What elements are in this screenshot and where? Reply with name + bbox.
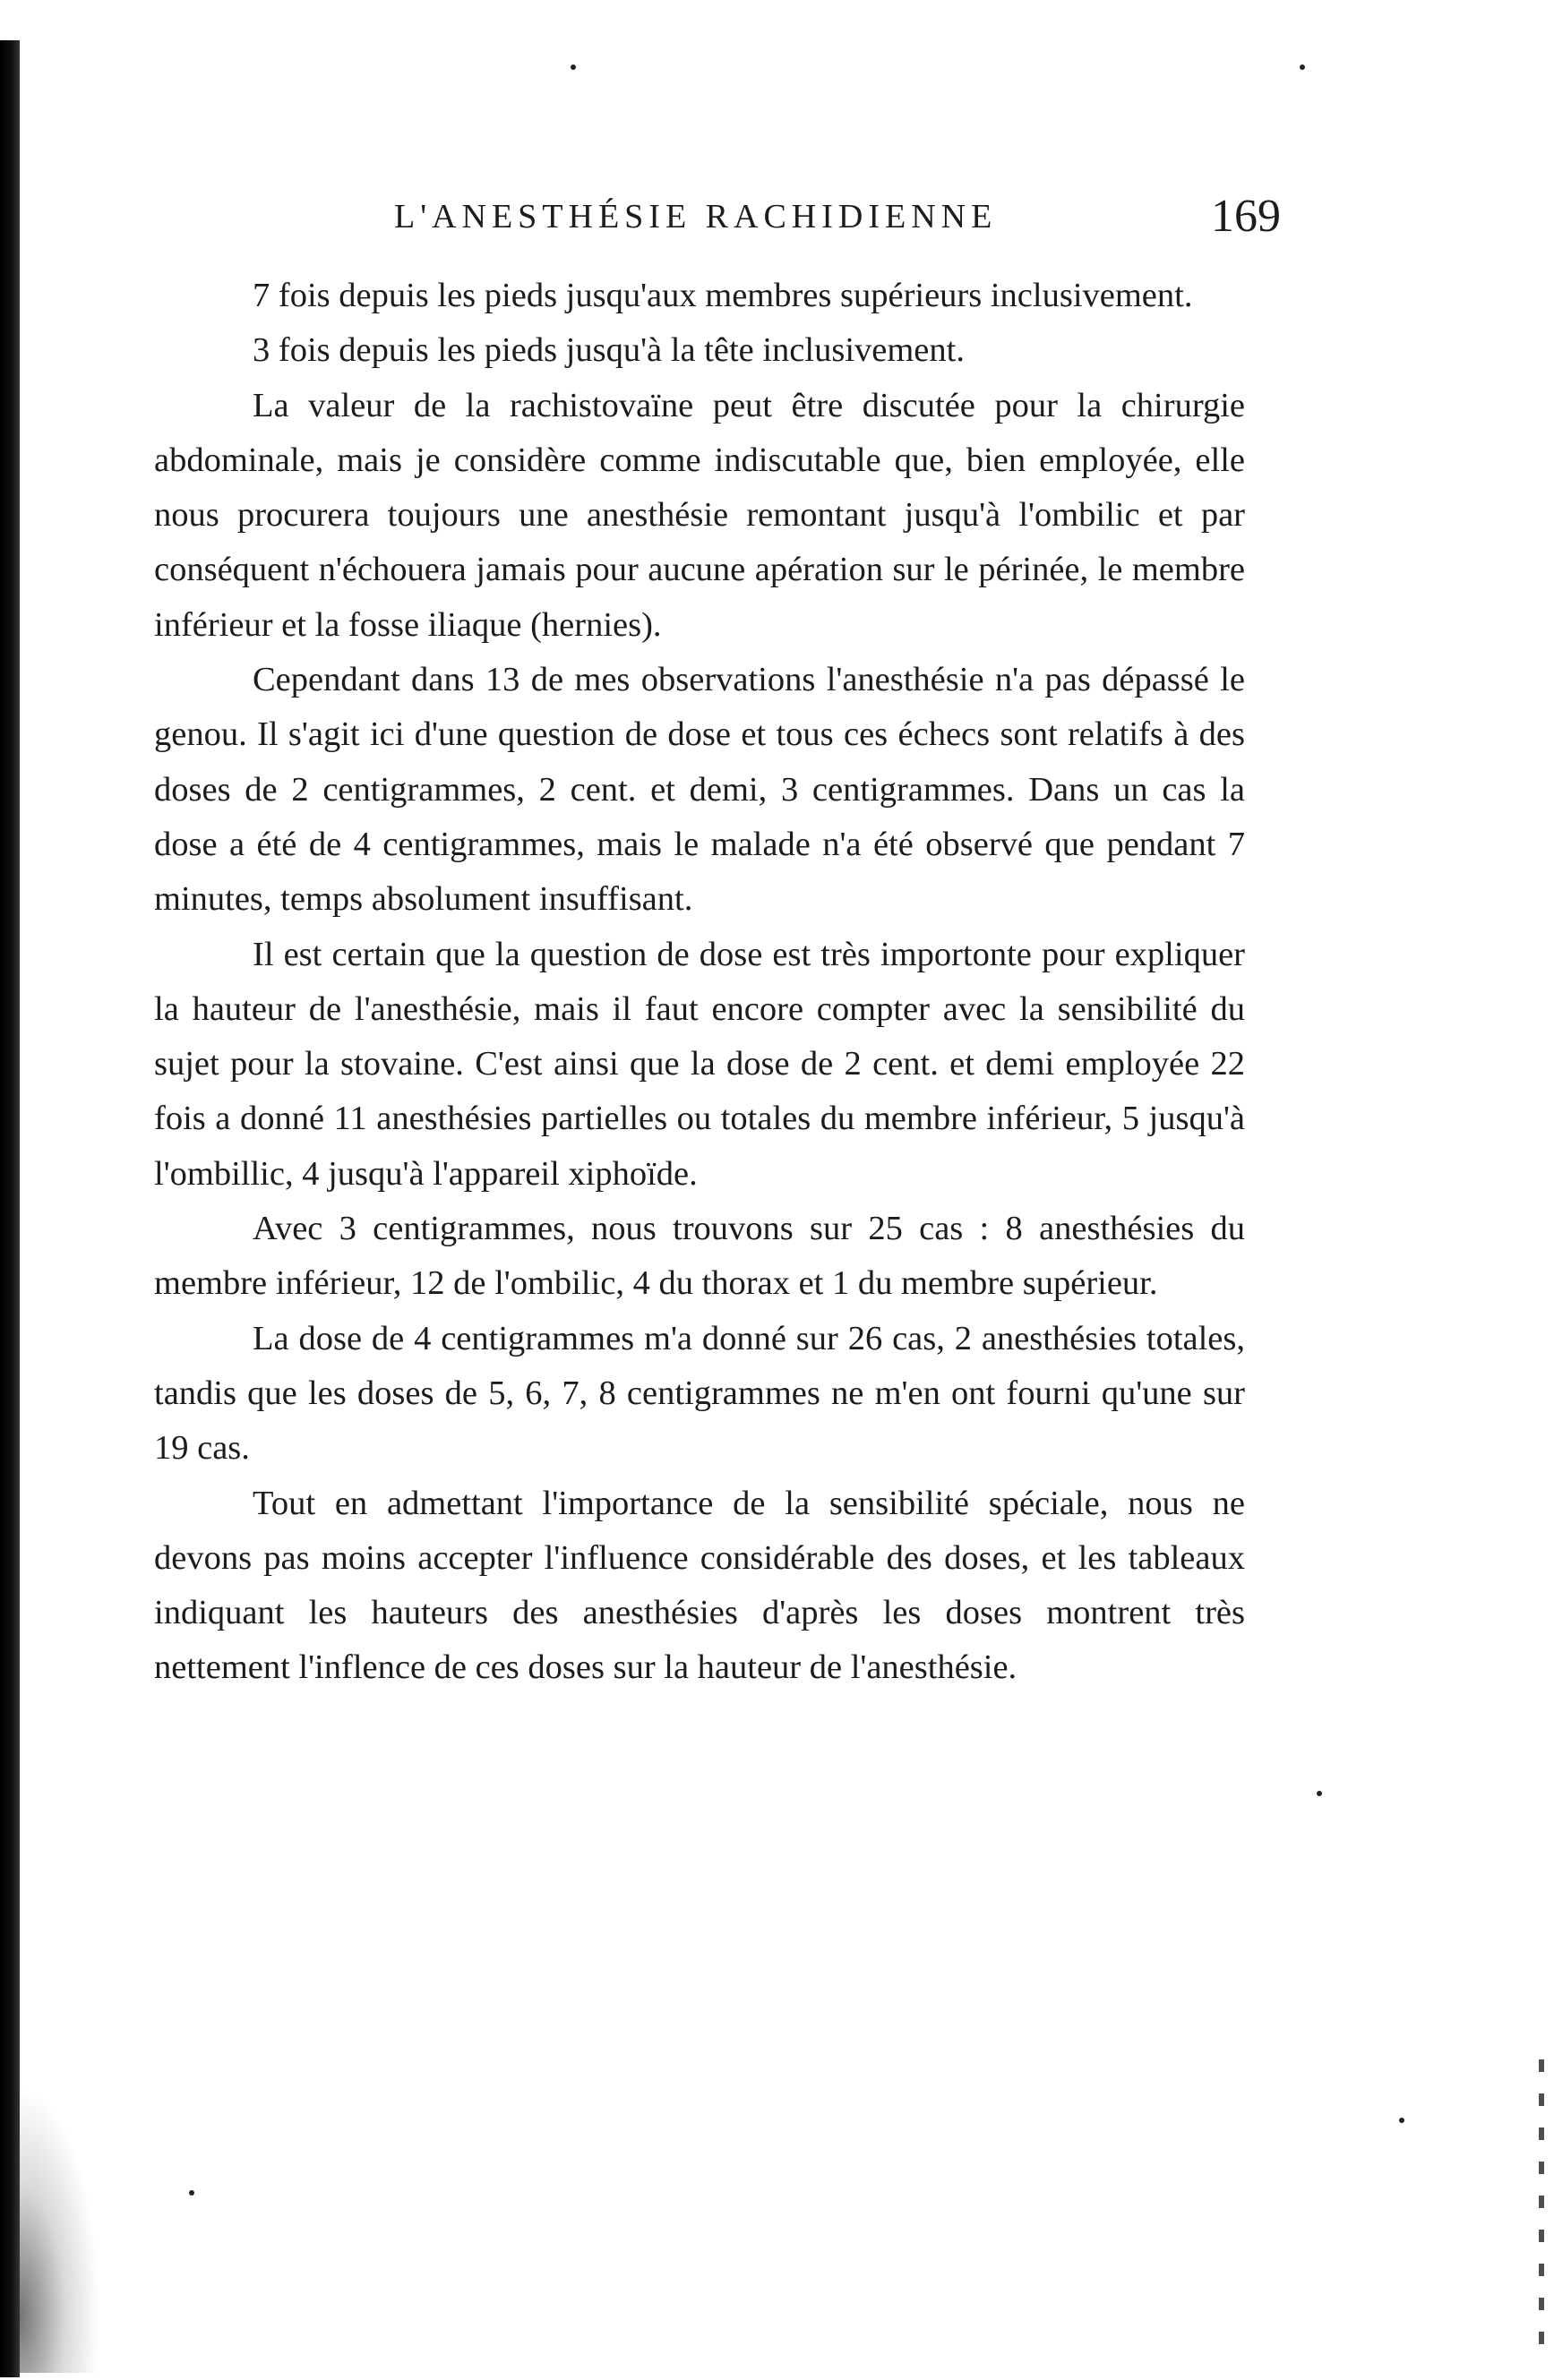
scan-speck	[189, 2190, 194, 2196]
page-number: 169	[1211, 191, 1281, 242]
paragraph: Il est certain que la question de dose est très importonte pour expliquer la hauteur de l'anesthésie, mais il faut encore compter avec la sensibilité du sujet pour la stovaine. C'est ainsi que la dose de 2 cent. et demi employée 22 fois a donné 11 anesthésies partielles ou totales du membre inférieur, 5 jusqu'à l'ombillic, 4 jusqu'à l'appareil xiphoïde.	[154, 935, 1245, 1193]
paragraph: Tout en admettant l'importance de la sensibilité spéciale, nous ne devons pas moins accepter l'influence considérable des doses, et les tableaux indiquant les hauteurs des anesthésies d'après les doses montrent très nettement l'inflence de ces doses sur la hauteur de l'anesthésie.	[154, 1484, 1245, 1687]
running-head: L'ANESTHÉSIE RACHIDIENNE	[394, 198, 998, 235]
page-header	[152, 190, 1281, 244]
scan-left-edge	[0, 40, 20, 2377]
scan-speck	[1399, 2118, 1404, 2123]
paragraph: Cependant dans 13 de mes observations l'anesthésie n'a pas dépassé le genou. Il s'agit ici d'une question de dose et tous ces échecs sont relatifs à des doses de 2 centigrammes, 2 cent. et demi, 3 centigrammes. Dans un cas la dose a été de 4 centigrammes, mais le malade n'a été observé que pendant 7 minutes, temps absolument insuffisant.	[154, 661, 1245, 919]
text-body	[154, 269, 1245, 1696]
scan-speck	[1300, 64, 1305, 70]
scan-right-marks	[1539, 2059, 1544, 2346]
scan-speck	[571, 64, 576, 70]
paragraph: La dose de 4 centigrammes m'a donné sur 26 cas, 2 anesthésies totales, tandis que les doses de 5, 6, 7, 8 centigrammes ne m'en ont fourni qu'une sur 19 cas.	[154, 1319, 1245, 1468]
scan-speck	[1317, 1791, 1322, 1796]
paragraph: 7 fois depuis les pieds jusqu'aux membres supérieurs inclusivement.	[253, 277, 1193, 314]
scan-corner-smudge	[20, 2086, 100, 2373]
paragraph: 3 fois depuis les pieds jusqu'à la tête inclusivement.	[253, 331, 965, 370]
paragraph: La valeur de la rachistovaïne peut être discutée pour la chirurgie abdominale, mais je considère comme indiscutable que, bien employée, elle nous procurera toujours une anesthésie remontant jusqu'à l'ombilic et par conséquent n'échouera jamais pour aucune apération sur le périnée, le membre inférieur et la fosse iliaque (hernies).	[154, 386, 1245, 644]
paragraph: Avec 3 centigrammes, nous trouvons sur 25 cas : 8 anesthésies du membre inférieur, 12 de l'ombilic, 4 du thorax et 1 du membre supérieur.	[154, 1210, 1245, 1303]
